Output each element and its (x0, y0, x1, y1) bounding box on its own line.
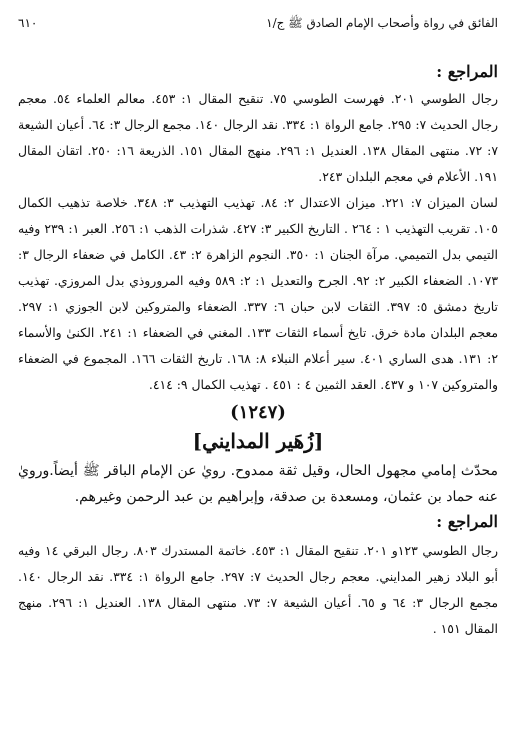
references-heading: المراجع : (436, 62, 498, 81)
page-number: ٦١٠ (18, 16, 38, 30)
entry-biography: محدّث إمامي مجهول الحال، وقيل ثقة ممدوح. رويٰ عن الإمام الباقر ﷺ أيضاً.ورويٰ عنه حماد بن عثمان، ومسعدة بن صدقة، وإبراهيم بن عبد الرحمن وغيرهم. (18, 463, 498, 505)
references-paragraph-shia-sources: رجال الطوسي ٢٠١. فهرست الطوسي ٧٥. تنقيح المقال ١: ٤٥٣. معالم العلماء ٥٤. معجم رجال الحديث ٧: ٢٩٥. جامع الرواة ١: ٣٣٤. نقد الرجال ١٤٠. مجمع الرجال ٣: ٦٤. أعيان الشيعة ٧: ٧٢. منتهى المقال ١٣٨. العنديل ١: ٢٩٦. منهج المقال ١٥١. الذريعة ١٦: ٢٥٠. اتقان المقال ١٩١. الأعلام في معجم البلدان ٢٤٣. (18, 91, 498, 184)
entry-number: (١٢٤٧) (230, 402, 286, 423)
running-header (18, 14, 498, 34)
running-title: الفائق في رواة وأصحاب الإمام الصادق ﷺ ج/١ (266, 16, 498, 30)
references-paragraph-entry: رجال الطوسي ١٢٣و ٢٠١. تنقيح المقال ١: ٤٥٣. خاتمة المستدرك ٨٠٣. رجال البرقي ١٤ وفيه أبو البلاد زهير المدايني. معجم رجال الحديث ٧: ٢٩٧. جامع الرواة ١: ٣٣٤. نقد الرجال ١٤٠. مجمع الرجال ٣: ٦٤ و ٦٥. أعيان الشيعة ٧: ٧٣. منتهى المقال ١٣٨. العنديل ١: ٢٩٦. منهج المقال ١٥١ . (18, 543, 498, 636)
references-heading-2: المراجع : (436, 512, 498, 531)
references-paragraph-sunni-sources: لسان الميزان ٧: ٢٢١. ميزان الاعتدال ٢: ٨٤. تهذيب التهذيب ٣: ٣٤٨. خلاصة تذهيب الكمال ١٠٥. تقريب التهذيب ١ : ٢٦٤ . التاريخ الكبير ٣: ٤٢٧. شذرات الذهب ١: ٢٥٦. العبر ١: ٢٣٩ وفيه التيمي بدل التميمي. مرآة الجنان ١: ٣٥٠. النجوم الزاهرة ٢: ٤٣. الكامل في ضعفاء الرجال ٣: ١٠٧٣. الضعفاء الكبير ٢: ٩٢. الجرح والتعديل ١: ٢: ٥٨٩ وفيه المروروذي بدل المروزي. تهذيب تاريخ دمشق ٥: ٣٩٧. الثقات لابن حبان ٦: ٣٣٧. الضعفاء والمتروكين لابن الجوزي ١: ٢٩٧. معجم البلدان مادة خرق. تايخ أسماء الثقات ١٣٣. المغني في الضعفاء ١: ٢٤١. الكنىٰ والأسماء ٢: ١٣١. هدى الساري ٤٠١. سير أعلام النبلاء ٨: ١٦٨. تاريخ الثقات ١٦٦. المجموع في الضعفاء والمتروكين ١٠٧ و ٤٣٧. العقد الثمين ٤ : ٤٥١ . تهذيب الكمال ٩: ٤١٤. (18, 195, 498, 392)
entry-title: [زُهَير المدايني] (192, 429, 324, 453)
book-page (18, 14, 498, 642)
